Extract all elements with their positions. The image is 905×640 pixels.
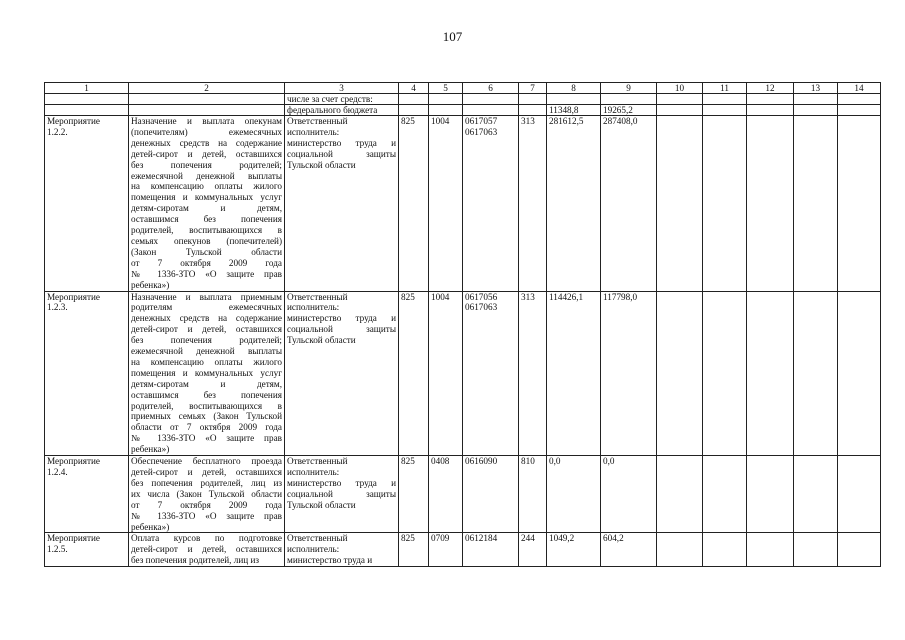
column-number-3: 3 (285, 83, 399, 94)
text-line: помещения и коммунальных услуг (131, 367, 282, 378)
column-number-2: 2 (129, 83, 285, 94)
cell-col-5 (429, 105, 463, 116)
cell-col-3 (285, 116, 399, 292)
text-line: ребенка») (131, 521, 170, 532)
cell-col-13 (794, 456, 838, 533)
cell-col-8: 11348,8 (547, 105, 601, 116)
cell-col-5: 0408 (429, 456, 463, 533)
cell-col-2 (129, 116, 285, 292)
cell-col-4: 825 (399, 291, 429, 456)
cell-col-11 (703, 291, 747, 456)
cell-col-10 (657, 533, 703, 567)
cell-col-1 (45, 94, 129, 105)
column-number-8: 8 (547, 83, 601, 94)
cell-col-14 (838, 533, 881, 567)
cell-col-6 (463, 116, 519, 292)
text-line: Назначение и выплата опекунам (131, 116, 282, 126)
text-line: Обеспечение бесплатного проезда (131, 456, 282, 467)
column-number-12: 12 (747, 83, 794, 94)
text-line: № 1336-ЗТО «О защите прав (131, 510, 282, 521)
column-number-row (45, 83, 881, 94)
cell-col-12 (747, 116, 794, 292)
column-number-14: 14 (838, 83, 881, 94)
cell-col-5: 0709 (429, 533, 463, 567)
cell-col-8 (547, 94, 601, 105)
cell-col-3 (285, 456, 399, 533)
cell-col-4: 825 (399, 456, 429, 533)
cell-col-13 (794, 105, 838, 116)
cell-col-9: 117798,0 (601, 291, 657, 456)
text-line: области от 7 октября 2009 года (131, 422, 282, 433)
text-line: ежемесячной денежной выплаты (131, 346, 282, 357)
text-line: Тульской области (287, 335, 356, 346)
column-number-1: 1 (45, 83, 129, 94)
text-line: 0617056 (465, 291, 498, 302)
text-line: без попечения родителей, лиц из (131, 555, 260, 566)
cell-col-14 (838, 105, 881, 116)
text-line: оставшимся без попечения (131, 214, 282, 225)
cell-col-1 (45, 291, 129, 456)
text-line: министерство труда и (287, 555, 373, 566)
text-line: родителей, воспитывающихся в (131, 400, 282, 411)
column-number-7: 7 (519, 83, 547, 94)
cell-col-7: 313 (519, 116, 547, 292)
text-line: Мероприятие (47, 116, 100, 126)
funding-subrow (45, 94, 881, 105)
table-row (45, 116, 881, 292)
text-line: приемных семьях (Закон Тульской (131, 411, 282, 422)
column-number-10: 10 (657, 83, 703, 94)
text-line: 0617063 (465, 126, 498, 137)
cell-col-12 (747, 105, 794, 116)
text-line: Мероприятие (47, 291, 100, 302)
table-row (45, 456, 881, 533)
text-line: Ответственный (287, 291, 348, 302)
text-line: от 7 октября 2009 года (131, 257, 282, 268)
text-line: исполнитель: (287, 302, 340, 313)
text-line: 0617063 (465, 302, 498, 313)
cell-col-8: 0,0 (547, 456, 601, 533)
cell-col-8: 114426,1 (547, 291, 601, 456)
cell-col-2 (129, 533, 285, 567)
cell-col-10 (657, 105, 703, 116)
cell-col-13 (794, 533, 838, 567)
text-line: детям-сиротам и детям, (131, 378, 282, 389)
text-line: (Закон Тульской области (131, 246, 282, 257)
column-number-4: 4 (399, 83, 429, 94)
cell-col-11 (703, 116, 747, 292)
cell-col-9: 604,2 (601, 533, 657, 567)
cell-col-4 (399, 105, 429, 116)
text-line: (попечителям) ежемесячных (131, 126, 282, 137)
text-line: детям-сиротам и детям, (131, 203, 282, 214)
cell-col-9 (601, 94, 657, 105)
text-line: № 1336-ЗТО «О защите прав (131, 433, 282, 444)
funding-subrow (45, 105, 881, 116)
cell-col-2 (129, 105, 285, 116)
cell-col-12 (747, 94, 794, 105)
column-number-9: 9 (601, 83, 657, 94)
text-line: помещения и коммунальных услуг (131, 192, 282, 203)
text-line: ежемесячной денежной выплаты (131, 170, 282, 181)
table-row (45, 533, 881, 567)
text-line: детей-сирот и детей, оставшихся (131, 324, 282, 335)
text-line: социальной защиты (287, 488, 396, 499)
text-line: 1.2.5. (47, 544, 68, 555)
cell-col-4 (399, 94, 429, 105)
cell-col-9: 0,0 (601, 456, 657, 533)
cell-col-2 (129, 291, 285, 456)
text-line: детей-сирот и детей, оставшихся (131, 148, 282, 159)
cell-col-7: 244 (519, 533, 547, 567)
text-line: Оплата курсов по подготовке (131, 533, 282, 544)
cell-col-3 (285, 533, 399, 567)
text-line: социальной защиты (287, 324, 396, 335)
cell-col-14 (838, 291, 881, 456)
text-line: оставшимся без попечения (131, 389, 282, 400)
cell-col-11 (703, 94, 747, 105)
table-row (45, 291, 881, 456)
text-line: 0616090 (465, 456, 498, 467)
text-line: родителям ежемесячных (131, 302, 282, 313)
column-number-6: 6 (463, 83, 519, 94)
cell-col-7: 810 (519, 456, 547, 533)
cell-col-5 (429, 94, 463, 105)
text-line: без попечения родителей; (131, 335, 282, 346)
cell-col-6 (463, 456, 519, 533)
cell-col-10 (657, 291, 703, 456)
program-table (44, 82, 881, 567)
cell-col-5: 1004 (429, 291, 463, 456)
cell-col-13 (794, 116, 838, 292)
cell-col-7: 313 (519, 291, 547, 456)
cell-col-9: 287408,0 (601, 116, 657, 292)
cell-col-7 (519, 94, 547, 105)
text-line: 0617057 (465, 116, 498, 126)
cell-col-14 (838, 116, 881, 292)
cell-col-6 (463, 533, 519, 567)
text-line: Ответственный (287, 116, 348, 126)
cell-col-3: федерального бюджета (285, 105, 399, 116)
cell-col-10 (657, 456, 703, 533)
cell-col-1 (45, 456, 129, 533)
cell-col-4: 825 (399, 533, 429, 567)
cell-col-8: 1049,2 (547, 533, 601, 567)
cell-col-4: 825 (399, 116, 429, 292)
cell-col-10 (657, 94, 703, 105)
cell-col-6 (463, 105, 519, 116)
text-line: на компенсацию оплаты жилого (131, 356, 282, 367)
cell-col-8: 281612,5 (547, 116, 601, 292)
cell-col-2 (129, 456, 285, 533)
text-line: Тульской области (287, 159, 356, 170)
cell-col-13 (794, 94, 838, 105)
cell-col-12 (747, 533, 794, 567)
column-number-11: 11 (703, 83, 747, 94)
cell-col-12 (747, 456, 794, 533)
text-line: исполнитель: (287, 544, 340, 555)
cell-col-11 (703, 533, 747, 567)
cell-col-12 (747, 291, 794, 456)
text-line: денежных средств на содержание (131, 313, 282, 324)
text-line: семьях опекунов (попечителей) (131, 235, 282, 246)
cell-col-9: 19265,2 (601, 105, 657, 116)
text-line: детей-сирот и детей, оставшихся (131, 544, 282, 555)
text-line: министерство труда и (287, 313, 396, 324)
text-line: на компенсацию оплаты жилого (131, 181, 282, 192)
text-line: денежных средств на содержание (131, 137, 282, 148)
text-line: исполнитель: (287, 467, 340, 477)
text-line: Мероприятие (47, 456, 100, 467)
cell-col-3 (285, 291, 399, 456)
text-line: ребенка») (131, 444, 170, 455)
cell-col-5: 1004 (429, 116, 463, 292)
cell-col-1 (45, 116, 129, 292)
text-line: от 7 октября 2009 года (131, 499, 282, 510)
text-line: 1.2.2. (47, 126, 68, 137)
text-line: министерство труда и (287, 137, 396, 148)
cell-col-6 (463, 291, 519, 456)
cell-col-14 (838, 456, 881, 533)
text-line: Ответственный (287, 533, 348, 544)
text-line: 1.2.3. (47, 302, 68, 313)
text-line: родителей, воспитывающихся в (131, 225, 282, 236)
text-line: без попечения родителей; (131, 159, 282, 170)
text-line: исполнитель: (287, 126, 340, 137)
text-line: 0612184 (465, 533, 498, 544)
cell-col-11 (703, 456, 747, 533)
cell-col-1 (45, 105, 129, 116)
cell-col-14 (838, 94, 881, 105)
text-line: 1.2.4. (47, 467, 68, 477)
column-number-13: 13 (794, 83, 838, 94)
cell-col-2 (129, 94, 285, 105)
cell-col-3: числе за счет средств: (285, 94, 399, 105)
text-line: без попечения родителей, лиц из (131, 477, 282, 488)
page-number: 107 (442, 29, 463, 44)
cell-col-10 (657, 116, 703, 292)
cell-col-1 (45, 533, 129, 567)
column-number-5: 5 (429, 83, 463, 94)
text-line: социальной защиты (287, 148, 396, 159)
cell-col-7 (519, 105, 547, 116)
text-line: Ответственный (287, 456, 348, 467)
text-line: их числа (Закон Тульской области (131, 488, 282, 499)
text-line: ребенка») (131, 279, 170, 290)
cell-col-11 (703, 105, 747, 116)
text-line: № 1336-ЗТО «О защите прав (131, 268, 282, 279)
cell-col-13 (794, 291, 838, 456)
text-line: детей-сирот и детей, оставшихся (131, 467, 282, 477)
text-line: Тульской области (287, 499, 356, 510)
cell-col-6 (463, 94, 519, 105)
text-line: министерство труда и (287, 477, 396, 488)
text-line: Назначение и выплата приемным (131, 291, 282, 302)
text-line: Мероприятие (47, 533, 100, 544)
